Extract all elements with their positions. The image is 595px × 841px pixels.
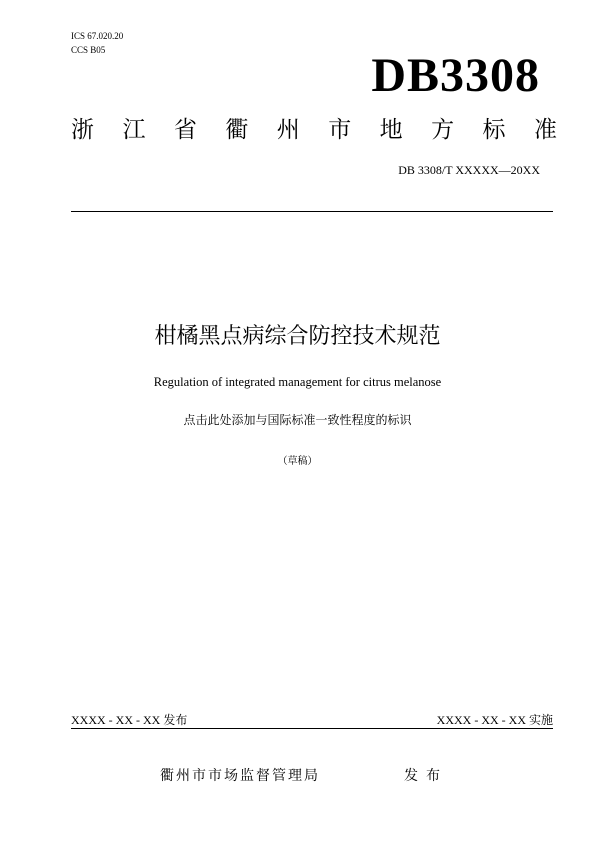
standard-type-char: 省 [173,117,197,143]
standard-type-char: 准 [533,117,557,143]
issue-date: XXXX - XX - XX 发布 [71,713,188,727]
standard-type-char: 江 [122,117,146,143]
standard-type-char: 衢 [225,117,249,143]
document-title-english: Regulation of integrated management for citrus melanose [153,375,442,389]
draft-label: （草稿） [277,456,318,467]
standard-code: DB3308 [371,49,540,102]
ics-code: ICS 67.020.20 [71,31,124,41]
standard-type [71,116,557,144]
consistency-note[interactable]: 点击此处添加与国际标准一致性程度的标识 [183,413,412,427]
standard-type-char: 地 [379,117,403,143]
implementation-date: XXXX - XX - XX 实施 [436,713,553,727]
standard-type-char: 市 [328,117,352,143]
standard-type-char: 方 [431,117,455,143]
standard-number: DB 3308/T XXXXX—20XX [398,163,540,177]
footer-divider [71,728,553,729]
publish-label: 发布 [404,768,448,784]
issuing-authority: 衢州市市场监督管理局 [160,768,320,784]
standard-type-char: 浙 [71,117,94,143]
document-title-chinese: 柑橘黑点病综合防控技术规范 [154,324,441,349]
header-divider [71,211,553,212]
ccs-code: CCS B05 [71,45,106,55]
standard-type-char: 州 [276,117,300,143]
standard-type-char: 标 [482,117,506,143]
